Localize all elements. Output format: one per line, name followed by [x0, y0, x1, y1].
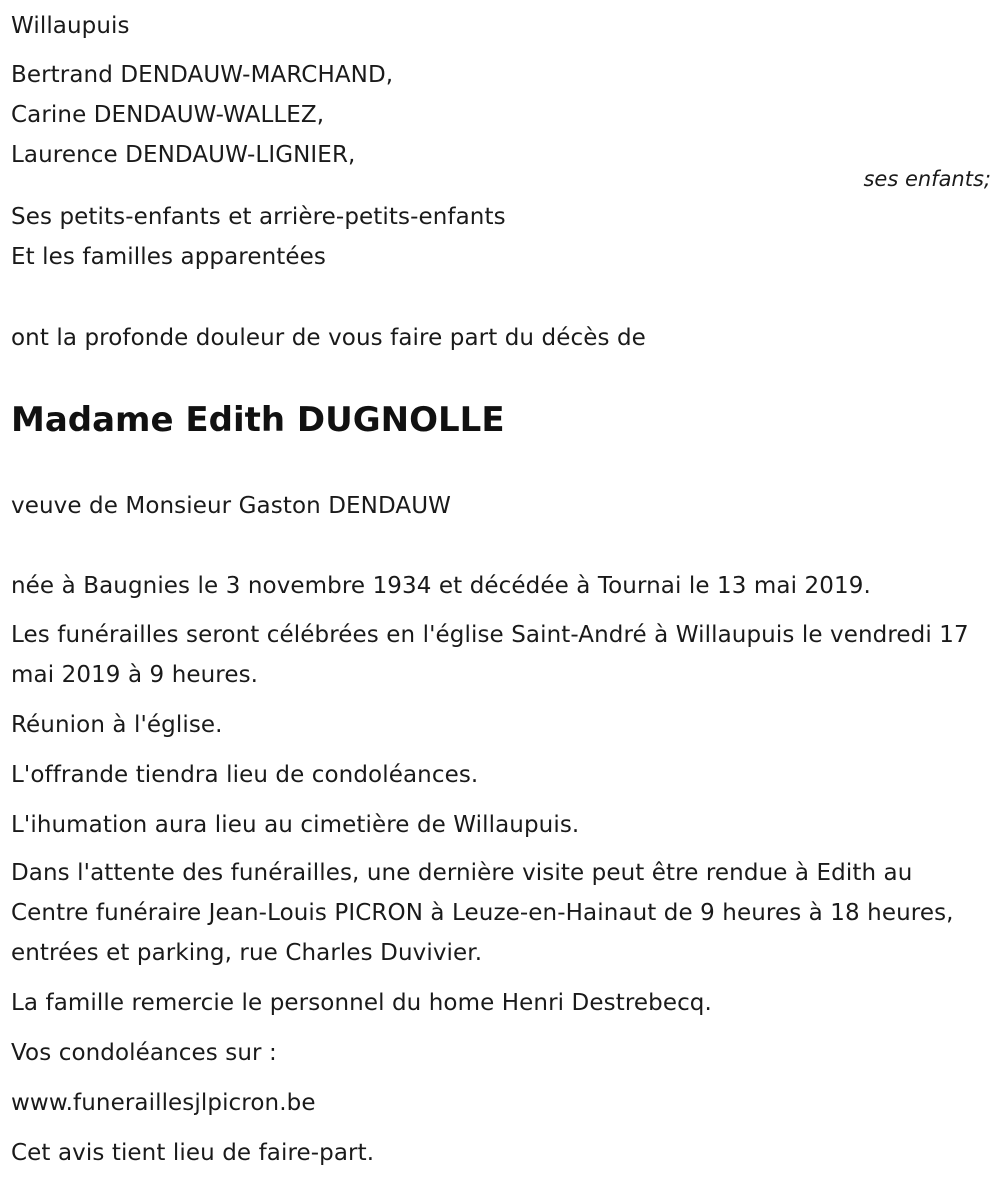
- website-link[interactable]: www.funeraillesjlpicron.be: [11, 1090, 316, 1116]
- children-role: ses enfants;: [863, 167, 991, 191]
- condolences-label: Vos condoléances sur :: [11, 1040, 277, 1066]
- thanks-text: La famille remercie le personnel du home Henri Destrebecq.: [11, 990, 712, 1016]
- widow-of-text: veuve de Monsieur Gaston DENDAUW: [11, 493, 451, 519]
- family-line: Ses petits-enfants et arrière-petits-enfants: [11, 204, 506, 230]
- closing-text: Cet avis tient lieu de faire-part.: [11, 1140, 375, 1166]
- funeral-text: Les funérailles seront célébrées en l'église Saint-André à Willaupuis le vendredi 17 mai 2019 à 9 heures.: [11, 622, 969, 688]
- child-name: Carine DENDAUW-WALLEZ,: [11, 102, 325, 128]
- burial-text: L'ihumation aura lieu au cimetière de Willaupuis.: [11, 812, 580, 838]
- family-line: Et les familles apparentées: [11, 244, 326, 270]
- town-name: Willaupuis: [11, 13, 130, 39]
- offering-text: L'offrande tiendra lieu de condoléances.: [11, 762, 479, 788]
- deceased-name: Madame Edith DUGNOLLE: [11, 400, 505, 440]
- birth-death-text: née à Baugnies le 3 novembre 1934 et décédée à Tournai le 13 mai 2019.: [11, 573, 871, 599]
- child-name: Bertrand DENDAUW-MARCHAND,: [11, 62, 394, 88]
- gathering-text: Réunion à l'église.: [11, 712, 223, 738]
- child-name: Laurence DENDAUW-LIGNIER,: [11, 142, 356, 168]
- obituary-notice: [11, 0, 991, 1187]
- announcement-text: ont la profonde douleur de vous faire part du décès de: [11, 325, 646, 351]
- visit-text: Dans l'attente des funérailles, une dernière visite peut être rendue à Edith au Centre funéraire Jean-Louis PICRON à Leuze-en-Hainaut de 9 heures à 18 heures, entrées et parking, rue Charles Duvivier.: [11, 860, 954, 966]
